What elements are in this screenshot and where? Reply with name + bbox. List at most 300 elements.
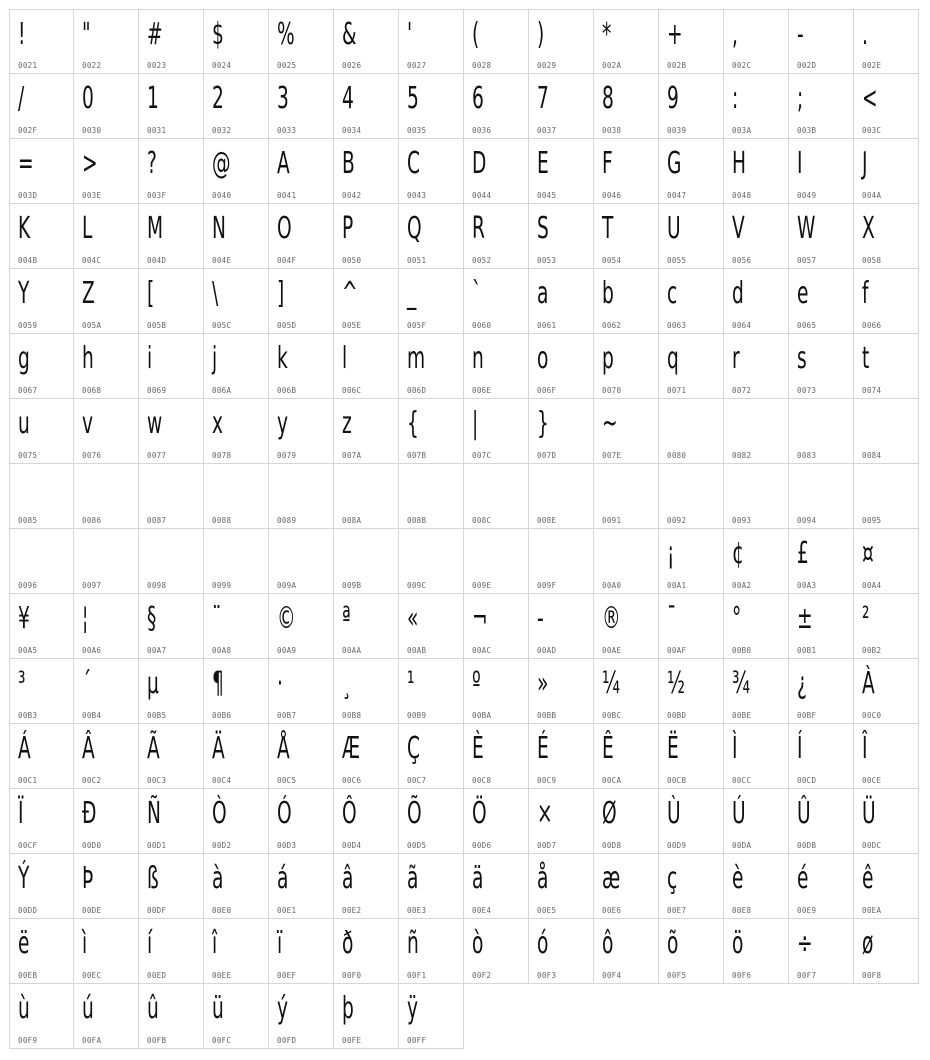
glyph-codepoint: 0046 xyxy=(602,191,622,200)
glyph-cell xyxy=(594,594,659,659)
glyph-cell xyxy=(399,854,464,919)
glyph-sample: ¶ xyxy=(212,666,224,701)
glyph-sample: ` xyxy=(472,276,482,311)
glyph-cell xyxy=(399,9,464,74)
glyph-codepoint: 00B2 xyxy=(862,646,882,655)
glyph-cell xyxy=(724,204,789,269)
glyph-sample: ¢ xyxy=(732,536,744,571)
glyph-codepoint: 009C xyxy=(407,581,427,590)
glyph-codepoint: 00F9 xyxy=(18,1036,38,1045)
glyph-cell xyxy=(464,464,529,529)
glyph-sample: } xyxy=(537,406,549,441)
glyph-codepoint: 0071 xyxy=(667,386,687,395)
glyph-codepoint: 00E9 xyxy=(797,906,817,915)
glyph-cell xyxy=(464,269,529,334)
glyph-codepoint: 00C3 xyxy=(147,776,167,785)
glyph-cell xyxy=(594,399,659,464)
glyph-codepoint: 004D xyxy=(147,256,167,265)
glyph-codepoint: 00B7 xyxy=(277,711,297,720)
glyph-cell xyxy=(464,789,529,854)
glyph-codepoint: 00E1 xyxy=(277,906,297,915)
glyph-codepoint: 0073 xyxy=(797,386,817,395)
glyph-codepoint: 0066 xyxy=(862,321,882,330)
glyph-codepoint: 003E xyxy=(82,191,102,200)
glyph-sample: Y xyxy=(18,276,30,311)
glyph-codepoint: 0045 xyxy=(537,191,557,200)
glyph-sample: z xyxy=(342,406,352,441)
glyph-cell xyxy=(269,464,334,529)
glyph-cell xyxy=(854,594,919,659)
glyph-cell xyxy=(789,204,854,269)
glyph-sample: Ö xyxy=(472,796,487,831)
glyph-cell xyxy=(204,789,269,854)
glyph-codepoint: 0029 xyxy=(537,61,557,70)
glyph-cell xyxy=(464,854,529,919)
glyph-codepoint: 00F7 xyxy=(797,971,817,980)
glyph-cell xyxy=(529,724,594,789)
glyph-codepoint: 009A xyxy=(277,581,297,590)
glyph-codepoint: 00E5 xyxy=(537,906,557,915)
glyph-cell xyxy=(139,464,204,529)
glyph-sample: ù xyxy=(18,991,30,1026)
glyph-sample: \ xyxy=(212,276,219,311)
glyph-cell xyxy=(74,334,139,399)
glyph-cell xyxy=(334,984,399,1049)
glyph-codepoint: 007C xyxy=(472,451,492,460)
glyph-cell xyxy=(399,529,464,594)
glyph-sample: = xyxy=(18,146,34,181)
glyph-cell xyxy=(74,9,139,74)
glyph-cell xyxy=(854,9,919,74)
glyph-codepoint: 0026 xyxy=(342,61,362,70)
glyph-cell xyxy=(9,399,74,464)
glyph-cell xyxy=(74,919,139,984)
glyph-cell xyxy=(529,659,594,724)
glyph-codepoint: 0041 xyxy=(277,191,297,200)
glyph-codepoint: 00C0 xyxy=(862,711,882,720)
glyph-cell xyxy=(269,139,334,204)
glyph-sample: Õ xyxy=(407,796,422,831)
glyph-codepoint: 0077 xyxy=(147,451,167,460)
glyph-cell xyxy=(74,659,139,724)
glyph-cell xyxy=(659,529,724,594)
glyph-sample: 3 xyxy=(277,81,289,116)
glyph-sample: Q xyxy=(407,211,422,246)
glyph-cell xyxy=(334,464,399,529)
glyph-codepoint: 0095 xyxy=(862,516,882,525)
glyph-sample: x xyxy=(212,406,224,441)
glyph-codepoint: 00E7 xyxy=(667,906,687,915)
glyph-codepoint: 00A5 xyxy=(18,646,38,655)
glyph-sample: » xyxy=(537,666,549,701)
character-map-grid xyxy=(9,9,919,1049)
glyph-cell xyxy=(74,464,139,529)
glyph-sample: t xyxy=(862,341,870,376)
glyph-codepoint: 00EB xyxy=(18,971,38,980)
glyph-sample: Ï xyxy=(18,796,24,831)
glyph-sample: Ç xyxy=(407,731,420,766)
glyph-codepoint: 00B0 xyxy=(732,646,752,655)
glyph-sample: È xyxy=(472,731,484,766)
glyph-codepoint: 0037 xyxy=(537,126,557,135)
glyph-codepoint: 00CB xyxy=(667,776,687,785)
glyph-cell xyxy=(139,9,204,74)
glyph-sample: r xyxy=(732,341,740,376)
glyph-sample: i xyxy=(147,341,153,376)
glyph-codepoint: 0085 xyxy=(18,516,38,525)
glyph-sample: Í xyxy=(797,731,803,766)
glyph-sample: ì xyxy=(82,926,88,961)
glyph-sample: é xyxy=(797,861,809,896)
glyph-codepoint: 00FD xyxy=(277,1036,297,1045)
glyph-sample: 7 xyxy=(537,81,549,116)
glyph-codepoint: 00E4 xyxy=(472,906,492,915)
glyph-codepoint: 0036 xyxy=(472,126,492,135)
glyph-codepoint: 00D3 xyxy=(277,841,297,850)
glyph-cell xyxy=(529,529,594,594)
glyph-codepoint: 0038 xyxy=(602,126,622,135)
glyph-sample: X xyxy=(862,211,875,246)
glyph-codepoint: 00D9 xyxy=(667,841,687,850)
glyph-sample: [ xyxy=(147,276,155,311)
glyph-codepoint: 008E xyxy=(537,516,557,525)
glyph-codepoint: 00B8 xyxy=(342,711,362,720)
glyph-codepoint: 0051 xyxy=(407,256,427,265)
glyph-cell xyxy=(529,464,594,529)
glyph-sample: ' xyxy=(407,17,413,52)
glyph-sample: a xyxy=(537,276,549,311)
glyph-codepoint: 00ED xyxy=(147,971,167,980)
glyph-codepoint: 0064 xyxy=(732,321,752,330)
glyph-cell xyxy=(854,529,919,594)
glyph-cell xyxy=(399,919,464,984)
glyph-codepoint: 0039 xyxy=(667,126,687,135)
glyph-codepoint: 00DA xyxy=(732,841,752,850)
glyph-codepoint: 004C xyxy=(82,256,102,265)
glyph-cell xyxy=(334,399,399,464)
glyph-sample: § xyxy=(147,601,157,636)
glyph-codepoint: 006A xyxy=(212,386,232,395)
glyph-cell xyxy=(594,269,659,334)
glyph-codepoint: 0053 xyxy=(537,256,557,265)
glyph-sample: ^ xyxy=(342,276,358,311)
glyph-cell xyxy=(594,204,659,269)
glyph-sample: E xyxy=(537,146,549,181)
glyph-codepoint: 00A2 xyxy=(732,581,752,590)
glyph-sample: C xyxy=(407,146,420,181)
glyph-cell xyxy=(269,9,334,74)
glyph-sample: u xyxy=(18,406,30,441)
glyph-sample: è xyxy=(732,861,744,896)
glyph-codepoint: 00E0 xyxy=(212,906,232,915)
glyph-sample: ë xyxy=(18,926,30,961)
glyph-cell xyxy=(529,854,594,919)
glyph-codepoint: 00F8 xyxy=(862,971,882,980)
glyph-sample: õ xyxy=(667,926,679,961)
glyph-cell xyxy=(464,529,529,594)
glyph-codepoint: 0049 xyxy=(797,191,817,200)
glyph-cell xyxy=(399,594,464,659)
glyph-sample: ¤ xyxy=(862,536,874,571)
glyph-cell xyxy=(659,269,724,334)
glyph-sample: R xyxy=(472,211,485,246)
glyph-sample: © xyxy=(277,601,296,636)
glyph-sample: ½ xyxy=(667,666,686,701)
glyph-sample: ¨ xyxy=(212,601,222,636)
glyph-cell xyxy=(464,919,529,984)
glyph-codepoint: 00AD xyxy=(537,646,557,655)
glyph-codepoint: 0040 xyxy=(212,191,232,200)
glyph-codepoint: 005A xyxy=(82,321,102,330)
glyph-codepoint: 004E xyxy=(212,256,232,265)
glyph-codepoint: 00AF xyxy=(667,646,687,655)
glyph-codepoint: 00AB xyxy=(407,646,427,655)
glyph-codepoint: 006E xyxy=(472,386,492,395)
glyph-codepoint: 00FB xyxy=(147,1036,167,1045)
glyph-codepoint: 0027 xyxy=(407,61,427,70)
glyph-codepoint: 0054 xyxy=(602,256,622,265)
glyph-codepoint: 00F6 xyxy=(732,971,752,980)
glyph-codepoint: 0059 xyxy=(18,321,38,330)
glyph-codepoint: 00BA xyxy=(472,711,492,720)
glyph-codepoint: 0056 xyxy=(732,256,752,265)
glyph-sample: É xyxy=(537,731,549,766)
glyph-cell xyxy=(334,919,399,984)
glyph-codepoint: 00EA xyxy=(862,906,882,915)
glyph-sample: f xyxy=(862,276,869,311)
glyph-sample: U xyxy=(667,211,681,246)
glyph-cell xyxy=(269,984,334,1049)
glyph-sample: À xyxy=(862,666,875,701)
glyph-cell xyxy=(139,984,204,1049)
glyph-codepoint: 0042 xyxy=(342,191,362,200)
glyph-codepoint: 00E6 xyxy=(602,906,622,915)
glyph-codepoint: 0075 xyxy=(18,451,38,460)
glyph-codepoint: 00A6 xyxy=(82,646,102,655)
glyph-codepoint: 00DB xyxy=(797,841,817,850)
glyph-sample: ø xyxy=(862,926,874,961)
glyph-codepoint: 00DF xyxy=(147,906,167,915)
glyph-cell xyxy=(9,204,74,269)
glyph-codepoint: 005D xyxy=(277,321,297,330)
glyph-sample: J xyxy=(862,146,868,181)
glyph-sample: Ø xyxy=(602,796,617,831)
glyph-sample: Á xyxy=(18,731,31,766)
glyph-cell xyxy=(204,334,269,399)
glyph-codepoint: 00EC xyxy=(82,971,102,980)
glyph-sample: h xyxy=(82,341,94,376)
glyph-sample: D xyxy=(472,146,487,181)
glyph-codepoint: 0031 xyxy=(147,126,167,135)
glyph-sample: / xyxy=(18,81,25,116)
glyph-codepoint: 006D xyxy=(407,386,427,395)
glyph-sample: í xyxy=(147,926,153,961)
glyph-codepoint: 008C xyxy=(472,516,492,525)
glyph-sample: 0 xyxy=(82,81,94,116)
glyph-sample: { xyxy=(407,406,419,441)
glyph-cell xyxy=(399,984,464,1049)
glyph-codepoint: 00D7 xyxy=(537,841,557,850)
glyph-codepoint: 002B xyxy=(667,61,687,70)
glyph-sample: ) xyxy=(537,17,545,52)
glyph-sample: ÿ xyxy=(407,991,419,1026)
glyph-sample: ¹ xyxy=(407,666,415,701)
glyph-cell xyxy=(594,919,659,984)
glyph-sample: ÷ xyxy=(797,926,813,961)
glyph-cell xyxy=(464,204,529,269)
glyph-codepoint: 0097 xyxy=(82,581,102,590)
glyph-codepoint: 00AC xyxy=(472,646,492,655)
glyph-sample: G xyxy=(667,146,682,181)
glyph-codepoint: 0063 xyxy=(667,321,687,330)
glyph-codepoint: 00DC xyxy=(862,841,882,850)
glyph-cell xyxy=(724,724,789,789)
glyph-cell xyxy=(334,74,399,139)
glyph-cell xyxy=(464,334,529,399)
glyph-codepoint: 00A1 xyxy=(667,581,687,590)
glyph-codepoint: 00BB xyxy=(537,711,557,720)
glyph-sample: M xyxy=(147,211,164,246)
glyph-cell xyxy=(659,789,724,854)
glyph-sample: l xyxy=(342,341,348,376)
glyph-codepoint: 007D xyxy=(537,451,557,460)
glyph-cell xyxy=(399,659,464,724)
glyph-cell xyxy=(204,529,269,594)
glyph-cell xyxy=(529,269,594,334)
glyph-cell xyxy=(269,269,334,334)
glyph-sample: Ã xyxy=(147,731,160,766)
glyph-codepoint: 007A xyxy=(342,451,362,460)
glyph-sample: I xyxy=(797,146,803,181)
glyph-sample: * xyxy=(602,17,612,52)
glyph-cell xyxy=(334,269,399,334)
glyph-cell xyxy=(529,334,594,399)
glyph-sample: V xyxy=(732,211,745,246)
glyph-codepoint: 0074 xyxy=(862,386,882,395)
glyph-cell xyxy=(269,399,334,464)
glyph-sample: ú xyxy=(82,991,94,1026)
glyph-cell xyxy=(74,984,139,1049)
glyph-sample: _ xyxy=(407,276,417,311)
glyph-codepoint: 00D4 xyxy=(342,841,362,850)
glyph-cell xyxy=(139,529,204,594)
glyph-cell xyxy=(269,204,334,269)
glyph-sample: ü xyxy=(212,991,224,1026)
glyph-cell xyxy=(139,854,204,919)
glyph-cell xyxy=(269,789,334,854)
glyph-sample: K xyxy=(18,211,31,246)
glyph-sample: v xyxy=(82,406,94,441)
glyph-cell xyxy=(659,724,724,789)
glyph-sample: ä xyxy=(472,861,484,896)
glyph-cell xyxy=(334,9,399,74)
glyph-sample: ¸ xyxy=(342,666,352,701)
glyph-codepoint: 00D1 xyxy=(147,841,167,850)
glyph-codepoint: 003D xyxy=(18,191,38,200)
glyph-codepoint: 00A8 xyxy=(212,646,232,655)
glyph-cell xyxy=(854,919,919,984)
glyph-sample: b xyxy=(602,276,614,311)
glyph-codepoint: 00AE xyxy=(602,646,622,655)
glyph-codepoint: 0096 xyxy=(18,581,38,590)
glyph-cell xyxy=(789,139,854,204)
glyph-codepoint: 00CF xyxy=(18,841,38,850)
glyph-cell xyxy=(9,919,74,984)
glyph-sample: p xyxy=(602,341,614,376)
glyph-sample: m xyxy=(407,341,426,376)
glyph-cell xyxy=(9,659,74,724)
glyph-sample: Û xyxy=(797,796,811,831)
glyph-cell xyxy=(854,74,919,139)
glyph-codepoint: 0082 xyxy=(732,451,752,460)
glyph-cell xyxy=(139,204,204,269)
glyph-cell xyxy=(659,399,724,464)
glyph-cell xyxy=(529,789,594,854)
glyph-cell xyxy=(594,139,659,204)
glyph-sample: 4 xyxy=(342,81,354,116)
glyph-cell xyxy=(789,594,854,659)
glyph-codepoint: 00FC xyxy=(212,1036,232,1045)
glyph-codepoint: 002F xyxy=(18,126,38,135)
glyph-codepoint: 0033 xyxy=(277,126,297,135)
glyph-cell xyxy=(399,334,464,399)
glyph-cell xyxy=(659,594,724,659)
glyph-sample: ¥ xyxy=(18,601,30,636)
glyph-codepoint: 0080 xyxy=(667,451,687,460)
glyph-cell xyxy=(854,724,919,789)
glyph-codepoint: 00DD xyxy=(18,906,38,915)
glyph-cell xyxy=(74,139,139,204)
glyph-cell xyxy=(139,334,204,399)
glyph-sample: " xyxy=(82,17,91,52)
glyph-sample: o xyxy=(537,341,549,376)
glyph-codepoint: 00FA xyxy=(82,1036,102,1045)
glyph-sample: Ú xyxy=(732,796,746,831)
glyph-sample: ´ xyxy=(82,666,92,701)
glyph-codepoint: 0055 xyxy=(667,256,687,265)
glyph-codepoint: 00E3 xyxy=(407,906,427,915)
glyph-cell xyxy=(139,139,204,204)
glyph-cell xyxy=(724,269,789,334)
glyph-codepoint: 0094 xyxy=(797,516,817,525)
glyph-sample: Ô xyxy=(342,796,357,831)
glyph-codepoint: 002E xyxy=(862,61,882,70)
glyph-codepoint: 005F xyxy=(407,321,427,330)
glyph-sample: N xyxy=(212,211,226,246)
glyph-sample: n xyxy=(472,341,484,376)
glyph-sample: T xyxy=(602,211,614,246)
glyph-sample: - xyxy=(537,601,544,636)
glyph-sample: ª xyxy=(342,601,351,636)
glyph-codepoint: 0030 xyxy=(82,126,102,135)
glyph-sample: ± xyxy=(797,601,813,636)
glyph-cell xyxy=(269,659,334,724)
glyph-codepoint: 0092 xyxy=(667,516,687,525)
glyph-codepoint: 00D8 xyxy=(602,841,622,850)
glyph-sample: L xyxy=(82,211,93,246)
glyph-cell xyxy=(659,464,724,529)
glyph-sample: Ð xyxy=(82,796,97,831)
glyph-cell xyxy=(594,334,659,399)
glyph-cell xyxy=(529,919,594,984)
glyph-sample: ¿ xyxy=(797,666,807,701)
glyph-cell xyxy=(854,269,919,334)
glyph-cell xyxy=(854,464,919,529)
glyph-codepoint: 00D5 xyxy=(407,841,427,850)
glyph-codepoint: 002D xyxy=(797,61,817,70)
glyph-cell xyxy=(9,464,74,529)
glyph-codepoint: 0024 xyxy=(212,61,232,70)
